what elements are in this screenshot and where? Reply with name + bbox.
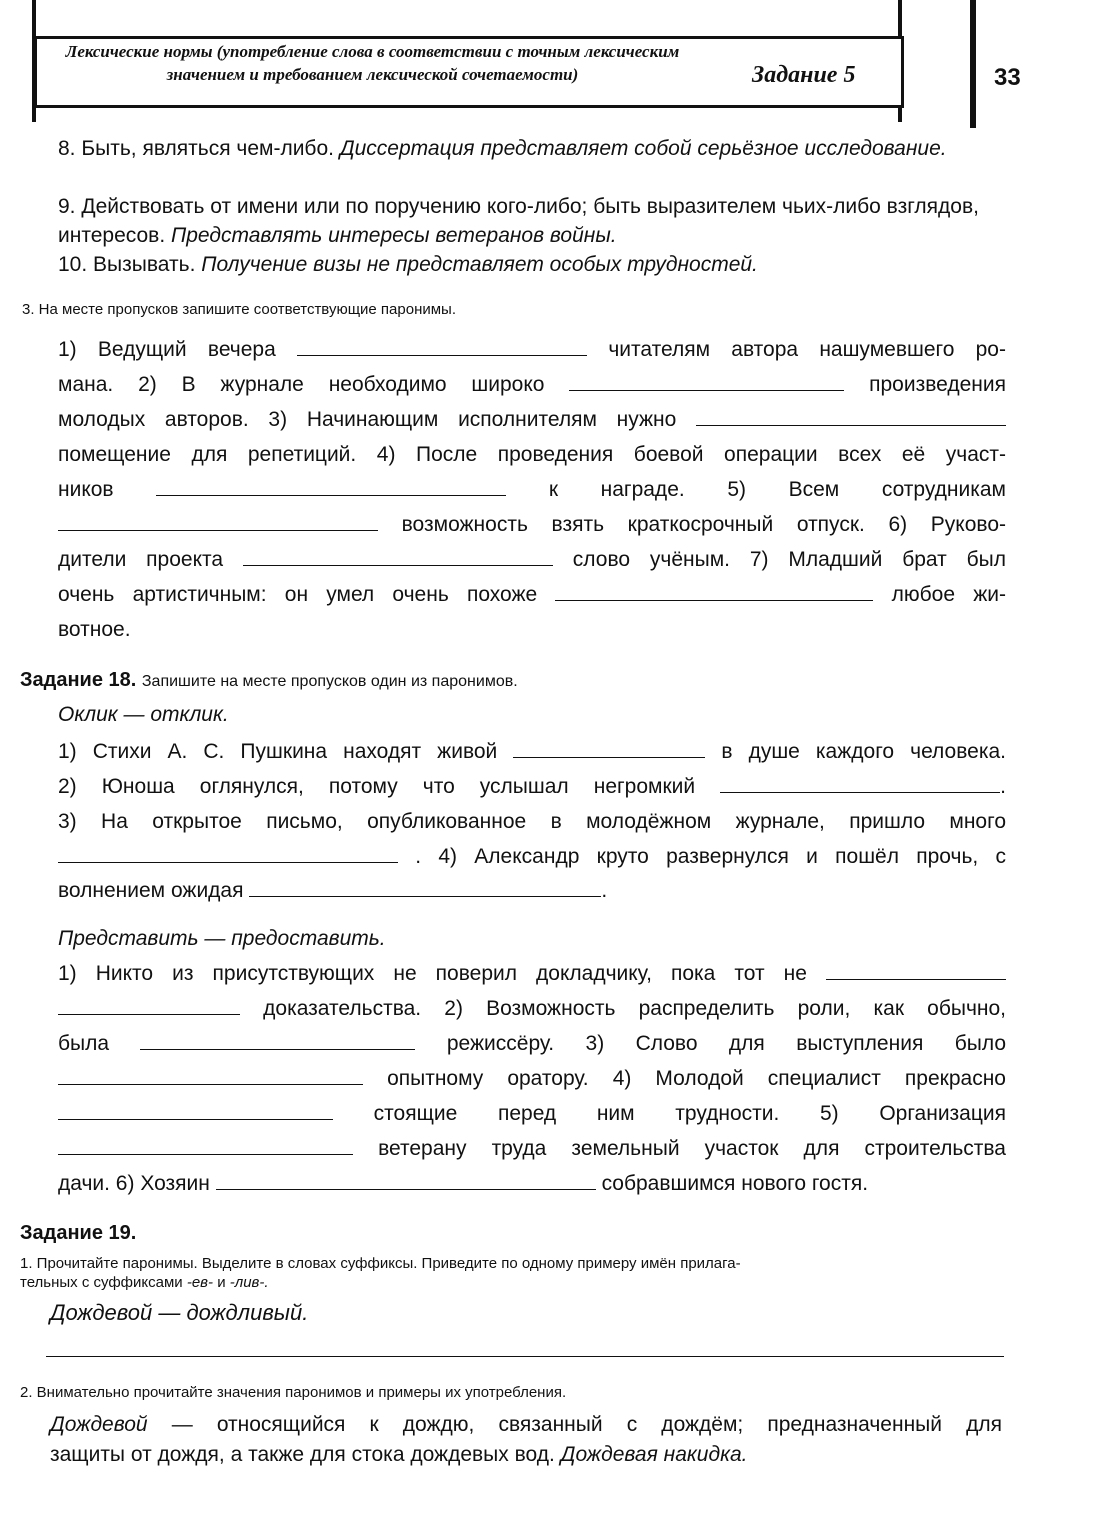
answer-blank[interactable]: [555, 580, 873, 601]
answer-blank[interactable]: [58, 842, 398, 863]
header-title: Лексические нормы (употребление слова в соответствии с точным лексическим значением и требованием лексической сочетаемости): [65, 42, 680, 84]
answer-blank[interactable]: [58, 1134, 353, 1155]
header-task-label: Задание 5: [752, 62, 856, 88]
ex3-line-7: дители проекта слово учёным. 7) Младший брат был: [58, 543, 1006, 578]
ex3-line-1: 1) Ведущий вечера читателям автора нашумевшего ро-: [58, 333, 1006, 368]
answer-blank[interactable]: [243, 545, 553, 566]
task-18-heading: Задание 18.: [20, 669, 137, 691]
answer-blank[interactable]: [140, 1029, 415, 1050]
ex3-line-4: помещение для репетиций. 4) После проведения боевой операции всех её участ-: [58, 443, 1006, 466]
definition-line-2: защиты от дождя, а также для стока дождевых вод. Дождевая накидка.: [50, 1443, 748, 1466]
t18-line-1: 1) Стихи А. С. Пушкина находят живой в душе каждого человека.: [58, 735, 1006, 770]
meaning-10: 10. Вызывать. Получение визы не представляет особых трудностей.: [58, 253, 758, 276]
definition-line-1: Дождевой — относящийся к дождю, связанный с дождём; предназначенный для: [50, 1413, 1002, 1436]
answer-blank[interactable]: [696, 405, 1006, 426]
t18b-line-5: стоящие перед ним трудности. 5) Организация: [58, 1097, 1006, 1132]
t18b-line-4: опытному оратору. 4) Молодой специалист прекрасно: [58, 1062, 1006, 1097]
answer-blank[interactable]: [216, 1169, 596, 1190]
t18-line-2: 2) Юноша оглянулся, потому что услышал негромкий .: [58, 770, 1006, 805]
t18b-line-6: ветерану труда земельный участок для строительства: [58, 1132, 1006, 1167]
answer-blank[interactable]: [249, 876, 601, 897]
page-number: 33: [994, 64, 1021, 91]
ex3-line-9: вотное.: [58, 618, 131, 641]
ex3-line-6: возможность взять краткосрочный отпуск. 6) Руково-: [58, 508, 1006, 543]
ex3-line-5: ников к награде. 5) Всем сотрудникам: [58, 473, 1006, 508]
task-19-pair: Дождевой — дождливый.: [50, 1300, 309, 1325]
task-18-heading-row: [20, 669, 518, 692]
answer-blank[interactable]: [297, 335, 587, 356]
t18-line-4: . 4) Александр круто развернулся и пошёл прочь, с: [58, 840, 1006, 875]
t18-line-3: 3) На открытое письмо, опубликованное в молодёжном журнале, пришло много: [58, 810, 1006, 833]
answer-line[interactable]: [46, 1356, 1004, 1357]
answer-blank[interactable]: [569, 370, 844, 391]
task-18-instruction: Запишите на месте пропусков один из паронимов.: [141, 673, 518, 690]
meaning-9: 9. Действовать от имени или по поручению кого-либо; быть выразителем чьих-либо взглядов, интересов. Представлять интересы ветеранов войны.: [58, 195, 979, 247]
paronym-pair-1: Оклик — отклик.: [58, 703, 229, 726]
answer-blank[interactable]: [513, 737, 705, 758]
t18-line-5: волнением ожидая .: [58, 874, 1006, 909]
task-19-item-2: 2. Внимательно прочитайте значения паронимов и примеры их употребления.: [20, 1384, 567, 1401]
task-19-heading: Задание 19.: [20, 1222, 137, 1244]
t18b-line-7: дачи. 6) Хозяин собравшимся нового гостя.: [58, 1167, 1006, 1202]
page-edge-rule: [970, 0, 976, 128]
t18b-line-3: была режиссёру. 3) Слово для выступления было: [58, 1027, 1006, 1062]
ex3-line-2: мана. 2) В журнале необходимо широко произведения: [58, 368, 1006, 403]
ex3-line-8: очень артистичным: он умел очень похоже любое жи-: [58, 578, 1006, 613]
answer-blank[interactable]: [156, 475, 506, 496]
paronym-pair-2: Представить — предоставить.: [58, 927, 386, 950]
answer-blank[interactable]: [58, 994, 240, 1015]
answer-blank[interactable]: [58, 1064, 363, 1085]
answer-blank[interactable]: [720, 772, 1000, 793]
exercise-3-instruction: 3. На месте пропусков запишите соответствующие паронимы.: [22, 301, 457, 318]
answer-blank[interactable]: [58, 510, 378, 531]
meaning-8: 8. Быть, являться чем-либо. Диссертация представляет собой серьёзное исследование.: [58, 137, 947, 160]
task-19-item-1: 1. Прочитайте паронимы. Выделите в словах суффиксы. Приведите по одному примеру имён прилага- тельных с суффиксами -ев- и -лив-.: [20, 1255, 741, 1291]
t18b-line-1: 1) Никто из присутствующих не поверил докладчику, пока тот не: [58, 957, 1006, 992]
ex3-line-3: молодых авторов. 3) Начинающим исполнителям нужно: [58, 403, 1006, 438]
answer-blank[interactable]: [58, 1099, 333, 1120]
answer-blank[interactable]: [826, 959, 1006, 980]
t18b-line-2: доказательства. 2) Возможность распределить роли, как обычно,: [58, 992, 1006, 1027]
